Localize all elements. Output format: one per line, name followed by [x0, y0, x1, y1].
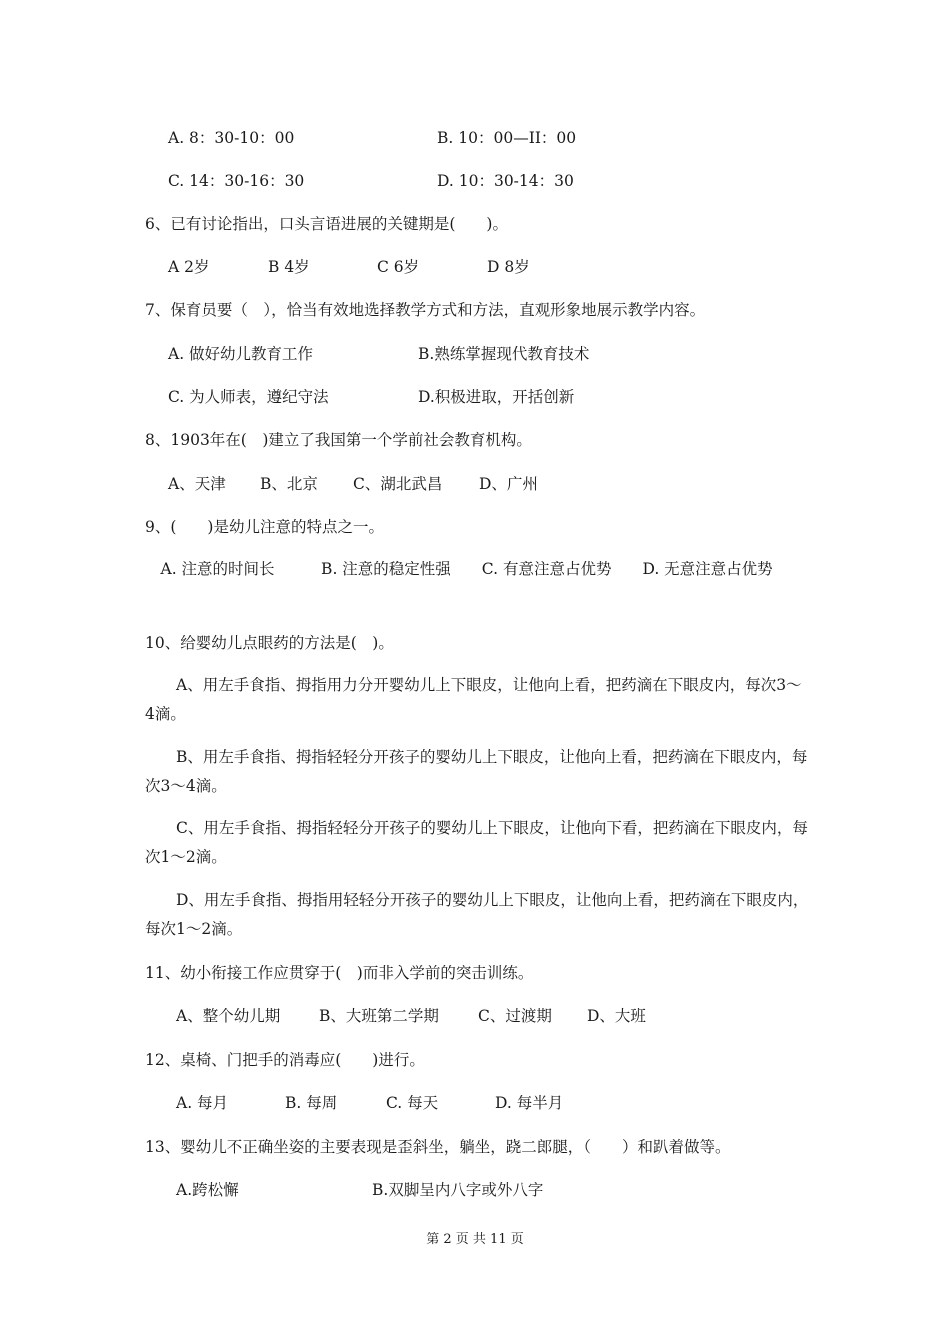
q10-option-b: B、用左手食指、拇指轻轻分开孩子的婴幼儿上下眼皮，让他向上看，把药滴在下眼皮内，每次3～4滴。 — [145, 748, 808, 795]
q13-stem: 13、婴幼儿不正确坐姿的主要表现是歪斜坐，躺坐，跷二郎腿，（ ）和趴着做等。 — [145, 1138, 731, 1156]
q8-option-a: A、天津 — [168, 475, 226, 493]
q11-stem: 11、幼小衔接工作应贯穿于( )而非入学前的突击训练。 — [145, 964, 534, 982]
q12-option-d: D. 每半月 — [495, 1094, 564, 1112]
q10-option-a: A、用左手食指、拇指用力分开婴幼儿上下眼皮，让他向上看，把药滴在下眼皮内，每次3～4滴。 — [145, 676, 802, 723]
q12-stem: 12、桌椅、门把手的消毒应( )进行。 — [145, 1051, 425, 1069]
q13-option-b: B.双脚呈内八字或外八字 — [372, 1181, 544, 1199]
q7-option-b: B.熟练掌握现代教育技术 — [418, 345, 590, 363]
q6-option-d: D 8岁 — [487, 258, 530, 276]
q12-option-a: A. 每月 — [176, 1094, 229, 1112]
q5-option-c: C. 14：30-16：30 — [168, 172, 305, 190]
q7-option-a: A. 做好幼儿教育工作 — [168, 345, 314, 363]
q11-option-d: D、大班 — [587, 1007, 646, 1025]
q6-option-b: B 4岁 — [268, 258, 310, 276]
q13-option-a: A.跨松懈 — [176, 1181, 239, 1199]
q7-option-c: C. 为人师表，遵纪守法 — [168, 388, 329, 406]
q9-options: A. 注意的时间长 B. 注意的稳定性强 C. 有意注意占优势 D. 无意注意占优势 — [145, 560, 773, 578]
q12-option-b: B. 每周 — [285, 1094, 338, 1112]
q6-option-c: C 6岁 — [377, 258, 420, 276]
q6-stem: 6、已有讨论指出，口头言语进展的关键期是( )。 — [145, 215, 508, 233]
page-footer: 第 2 页 共 11 页 — [426, 1232, 524, 1247]
q6-option-a: A 2岁 — [168, 258, 210, 276]
q11-option-c: C、过渡期 — [478, 1007, 552, 1025]
q10-option-c: C、用左手食指、拇指轻轻分开孩子的婴幼儿上下眼皮，让他向下看，把药滴在下眼皮内，每次1～2滴。 — [145, 819, 808, 866]
q11-option-a: A、整个幼儿期 — [176, 1007, 281, 1025]
q7-option-d: D.积极进取，开括创新 — [418, 388, 575, 406]
q8-option-c: C、湖北武昌 — [353, 475, 443, 493]
q11-option-b: B、大班第二学期 — [319, 1007, 439, 1025]
q5-option-d: D. 10：30-14：30 — [437, 172, 574, 190]
q5-option-b: B. 10：00—II：00 — [437, 129, 577, 147]
q8-option-d: D、广州 — [479, 475, 538, 493]
q5-option-a: A. 8：30-10：00 — [168, 129, 295, 147]
q8-option-b: B、北京 — [260, 475, 318, 493]
q8-stem: 8、1903年在( )建立了我国第一个学前社会教育机构。 — [145, 431, 532, 449]
q10-stem: 10、给婴幼儿点眼药的方法是( )。 — [145, 634, 394, 652]
q7-stem: 7、保育员要（ ），恰当有效地选择教学方式和方法，直观形象地展示教学内容。 — [145, 301, 706, 319]
q10-option-d: D、用左手食指、拇指用轻轻分开孩子的婴幼儿上下眼皮，让他向上看，把药滴在下眼皮内，每次1～2滴。 — [145, 891, 809, 938]
q12-option-c: C. 每天 — [386, 1094, 439, 1112]
q9-stem: 9、( )是幼儿注意的特点之一。 — [145, 518, 384, 536]
